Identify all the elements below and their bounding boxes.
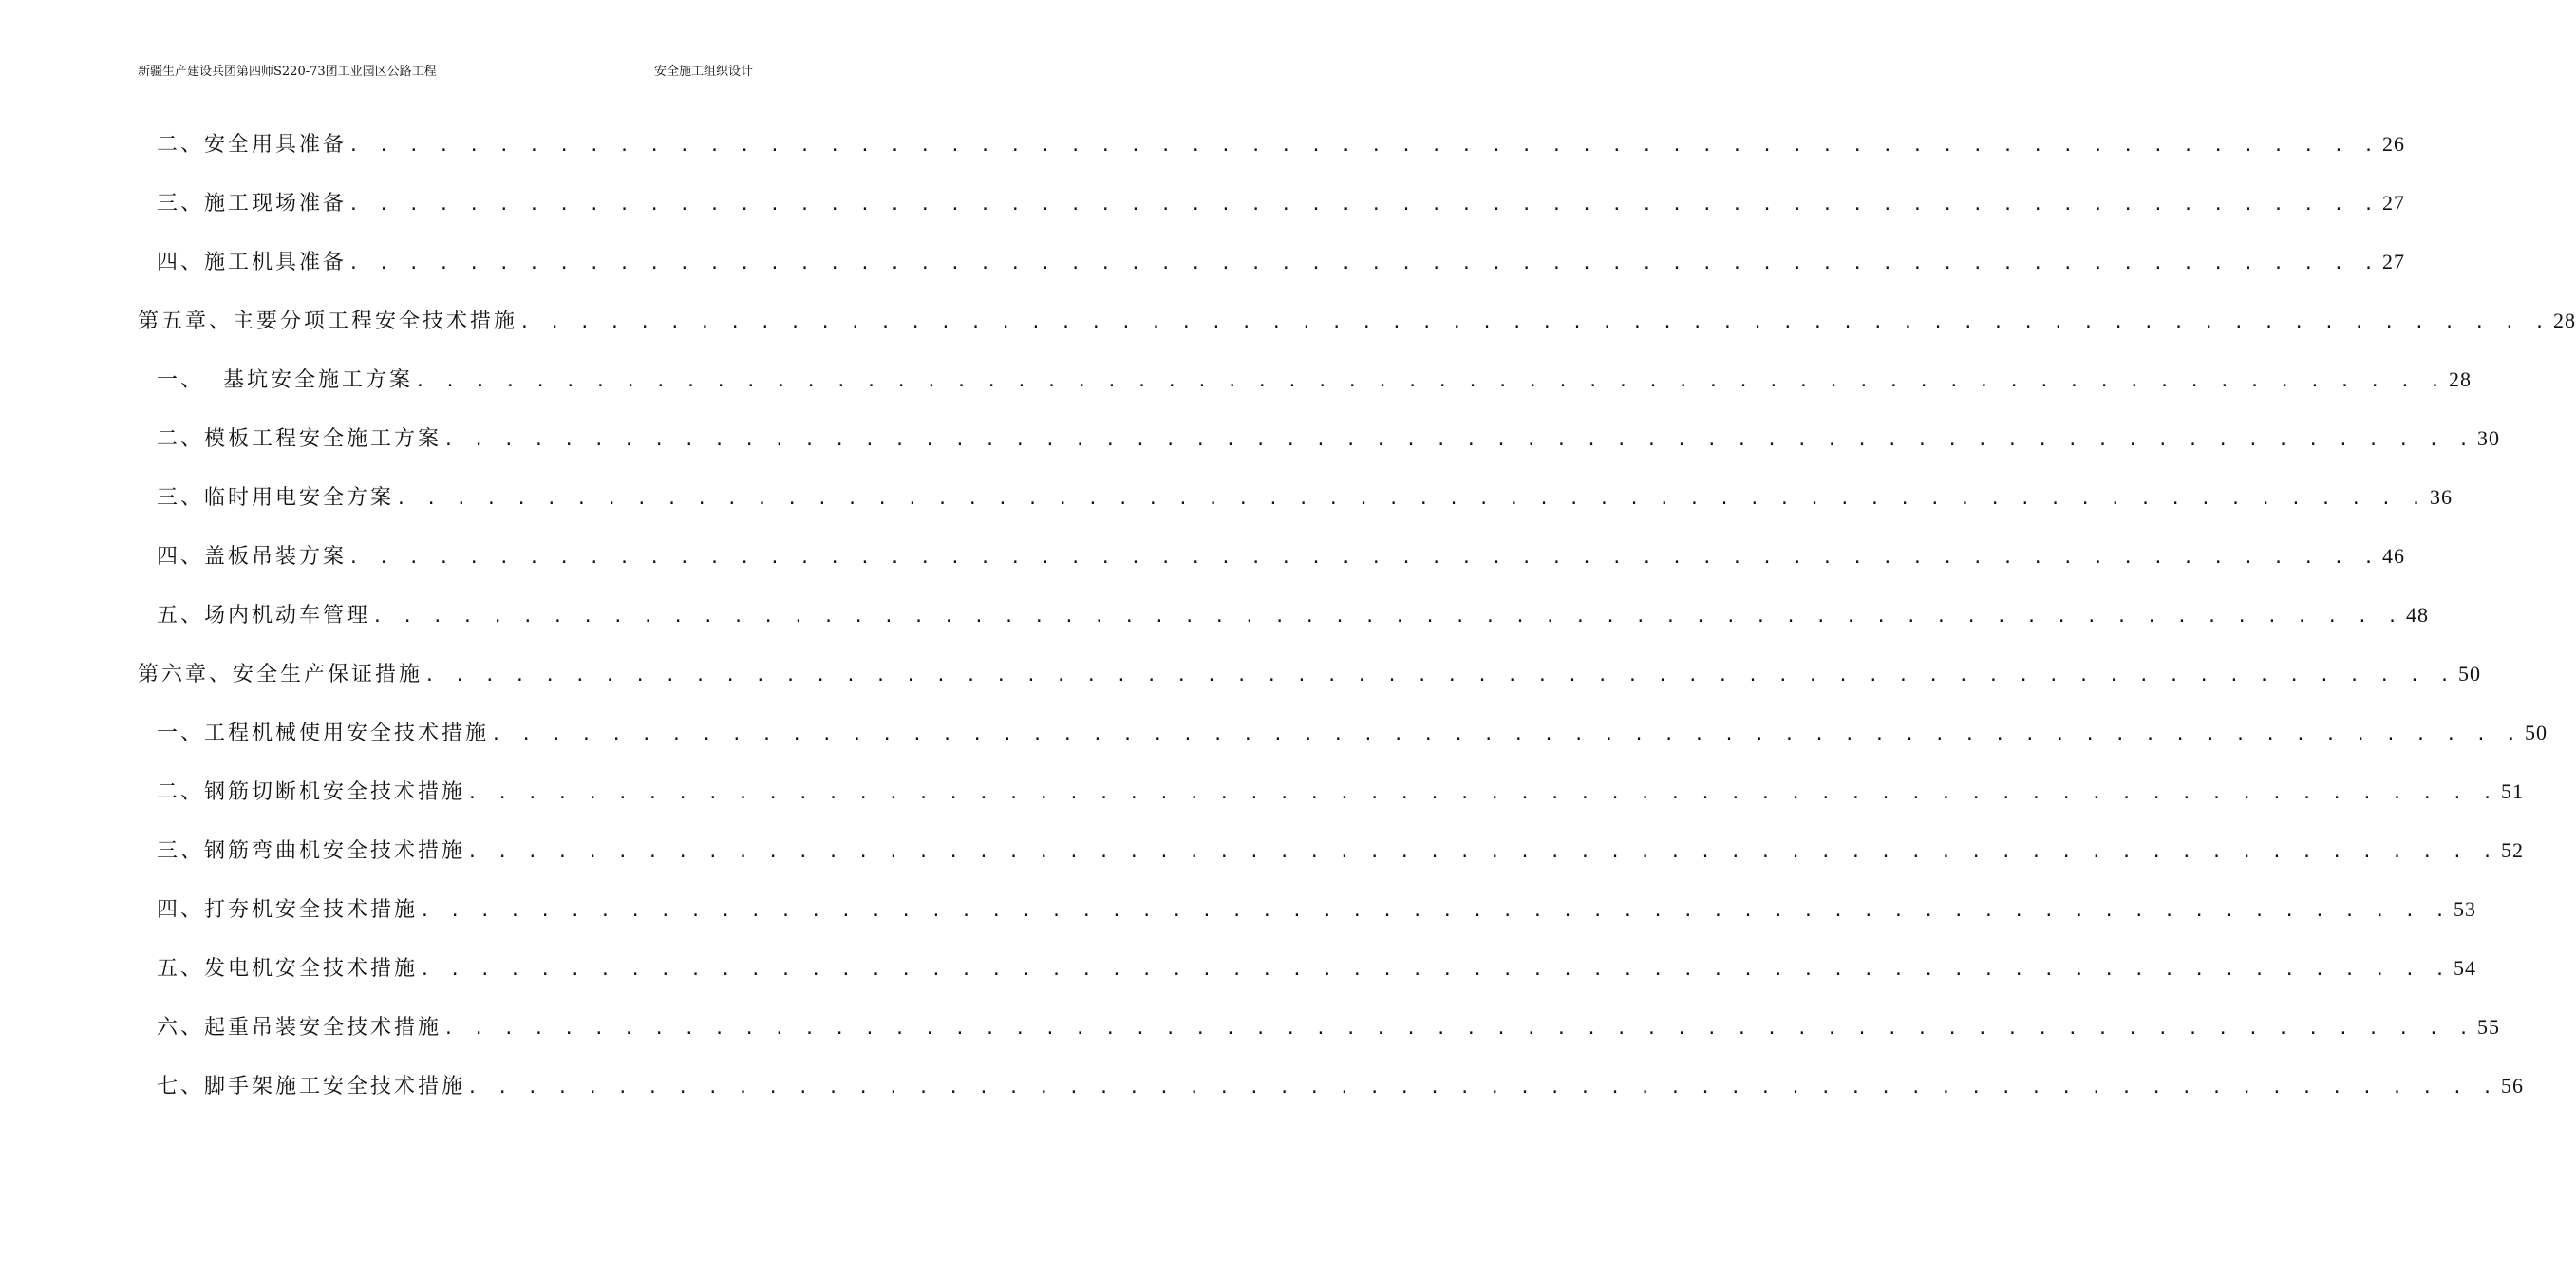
toc-entry-title: 二、安全用具准备 (157, 133, 348, 157)
toc-entry-leader: . . . . . . . . . . . . . . . . . . . . . . . . . . . . . . . . . . . . . . . . . . . . . . . . . . . . . . . . . . . . . . . . . . . . (443, 430, 2473, 450)
toc-entry[interactable] (157, 361, 2472, 399)
toc-entry-leader: . . . . . . . . . . . . . . . . . . . . . . . . . . . . . . . . . . . . . . . . . . . . . . . . . . . . . . . . . . . . . . . . . . . . (420, 901, 2450, 921)
toc-chapter-entry[interactable] (138, 302, 2576, 340)
toc-entry[interactable] (157, 714, 2548, 752)
toc-entry[interactable] (157, 243, 2405, 281)
toc-entry-leader: . . . . . . . . . . . . . . . . . . . . . . . . . . . . . . . . . . . . . . . . . . . . . . . . . . . . . . . . . . . . . . . . . . . . (415, 371, 2445, 391)
toc-entry[interactable] (157, 537, 2405, 575)
toc-entry-title: 一、工程机械使用安全技术措施 (157, 722, 490, 745)
toc-entry-leader: . . . . . . . . . . . . . . . . . . . . . . . . . . . . . . . . . . . . . . . . . . . . . . . . . . . . . . . . . . . . . . . . . . . . (396, 489, 2426, 509)
toc-entry-title: 四、打夯机安全技术措施 (157, 898, 419, 922)
toc-entry-leader: . . . . . . . . . . . . . . . . . . . . . . . . . . . . . . . . . . . . . . . . . . . . . . . . . . . . . . . . . . . . . . . . . . . . (348, 253, 2379, 273)
toc-entry-page: 51 (2501, 779, 2524, 803)
document-title: 安全施工组织设计 (653, 65, 753, 79)
toc-entry-leader: . . . . . . . . . . . . . . . . . . . . . . . . . . . . . . . . . . . . . . . . . . . . . . . . . . . . . . . . . . . . . . . . . . . . (467, 1078, 2497, 1098)
toc-entry-page: 26 (2382, 132, 2405, 156)
toc-entry-page: 56 (2501, 1074, 2524, 1098)
toc-entry-page: 53 (2454, 897, 2476, 921)
toc-entry[interactable] (157, 832, 2524, 870)
toc-entry-title: 二、钢筋切断机安全技术措施 (157, 780, 466, 804)
toc-entry-page: 48 (2406, 603, 2429, 627)
toc-entry-title: 七、脚手架施工安全技术措施 (157, 1075, 466, 1098)
toc-entry-leader: . . . . . . . . . . . . . . . . . . . . . . . . . . . . . . . . . . . . . . . . . . . . . . . . . . . . . . . . . . . . . . . . . . . . (519, 312, 2549, 332)
toc-entry-title: 五、场内机动车管理 (157, 604, 371, 628)
toc-entry-leader: . . . . . . . . . . . . . . . . . . . . . . . . . . . . . . . . . . . . . . . . . . . . . . . . . . . . . . . . . . . . . . . . . . . . (348, 195, 2379, 215)
toc-entry-page: 28 (2553, 309, 2576, 332)
toc-entry-leader: . . . . . . . . . . . . . . . . . . . . . . . . . . . . . . . . . . . . . . . . . . . . . . . . . . . . . . . . . . . . . . . . . . . . (348, 136, 2379, 156)
toc-entry[interactable] (157, 125, 2405, 163)
toc-entry-title: 五、发电机安全技术措施 (157, 957, 419, 981)
toc-entry-title: 第六章、安全生产保证措施 (138, 663, 423, 686)
toc-entry-page: 55 (2477, 1015, 2500, 1039)
toc-entry-leader: . . . . . . . . . . . . . . . . . . . . . . . . . . . . . . . . . . . . . . . . . . . . . . . . . . . . . . . . . . . . . . . . . . . . (348, 548, 2379, 568)
toc-entry-page: 27 (2382, 191, 2405, 215)
toc-entry-page: 54 (2454, 956, 2476, 980)
toc-entry-title: 第五章、主要分项工程安全技术措施 (138, 310, 518, 333)
toc-entry[interactable] (157, 1067, 2524, 1105)
toc-entry[interactable] (157, 773, 2524, 811)
toc-entry-title: 三、临时用电安全方案 (157, 486, 395, 510)
toc-entry-page: 27 (2382, 250, 2405, 273)
toc-entry-title: 四、施工机具准备 (157, 251, 348, 274)
toc-entry-leader: . . . . . . . . . . . . . . . . . . . . . . . . . . . . . . . . . . . . . . . . . . . . . . . . . . . . . . . . . . . . . . . . . . . . (491, 724, 2521, 744)
toc-entry-title: 三、钢筋弯曲机安全技术措施 (157, 839, 466, 863)
toc-entry[interactable] (157, 596, 2429, 634)
toc-entry[interactable] (157, 420, 2500, 458)
toc-entry[interactable] (157, 1008, 2500, 1046)
toc-entry-leader: . . . . . . . . . . . . . . . . . . . . . . . . . . . . . . . . . . . . . . . . . . . . . . . . . . . . . . . . . . . . . . . . . . . . (467, 783, 2497, 803)
toc-entry-leader: . . . . . . . . . . . . . . . . . . . . . . . . . . . . . . . . . . . . . . . . . . . . . . . . . . . . . . . . . . . . . . . . . . . . (420, 960, 2450, 980)
toc-entry-page: 50 (2458, 662, 2481, 685)
project-title: 新疆生产建设兵团第四师S220-73团工业园区公路工程 (138, 65, 437, 79)
page-header (136, 63, 766, 84)
toc-entry-page: 36 (2430, 485, 2453, 509)
toc-entry-leader: . . . . . . . . . . . . . . . . . . . . . . . . . . . . . . . . . . . . . . . . . . . . . . . . . . . . . . . . . . . . . . . . . . . . (372, 607, 2402, 627)
toc-entry-title: 一、 基坑安全施工方案 (157, 368, 413, 392)
toc-entry-page: 52 (2501, 838, 2524, 862)
toc-entry-page: 28 (2448, 367, 2472, 391)
toc-entry-page: 30 (2477, 426, 2500, 450)
toc-entry[interactable] (157, 891, 2476, 929)
toc-entry-title: 三、施工现场准备 (157, 192, 348, 216)
toc-entry[interactable] (157, 478, 2453, 516)
toc-entry-leader: . . . . . . . . . . . . . . . . . . . . . . . . . . . . . . . . . . . . . . . . . . . . . . . . . . . . . . . . . . . . . . . . . . . . (467, 842, 2497, 862)
toc-entry-title: 六、起重吊装安全技术措施 (157, 1016, 442, 1040)
toc-entry-leader: . . . . . . . . . . . . . . . . . . . . . . . . . . . . . . . . . . . . . . . . . . . . . . . . . . . . . . . . . . . . . . . . . . . . (424, 666, 2454, 685)
toc-entry[interactable] (157, 949, 2476, 987)
toc-entry-title: 二、模板工程安全施工方案 (157, 427, 442, 451)
toc-entry-page: 46 (2382, 544, 2405, 568)
toc-entry-title: 四、盖板吊装方案 (157, 545, 348, 569)
toc-chapter-entry[interactable] (138, 655, 2481, 693)
toc-entry[interactable] (157, 184, 2405, 222)
toc-entry-leader: . . . . . . . . . . . . . . . . . . . . . . . . . . . . . . . . . . . . . . . . . . . . . . . . . . . . . . . . . . . . . . . . . . . . (443, 1019, 2473, 1039)
toc-entry-page: 50 (2525, 721, 2548, 744)
